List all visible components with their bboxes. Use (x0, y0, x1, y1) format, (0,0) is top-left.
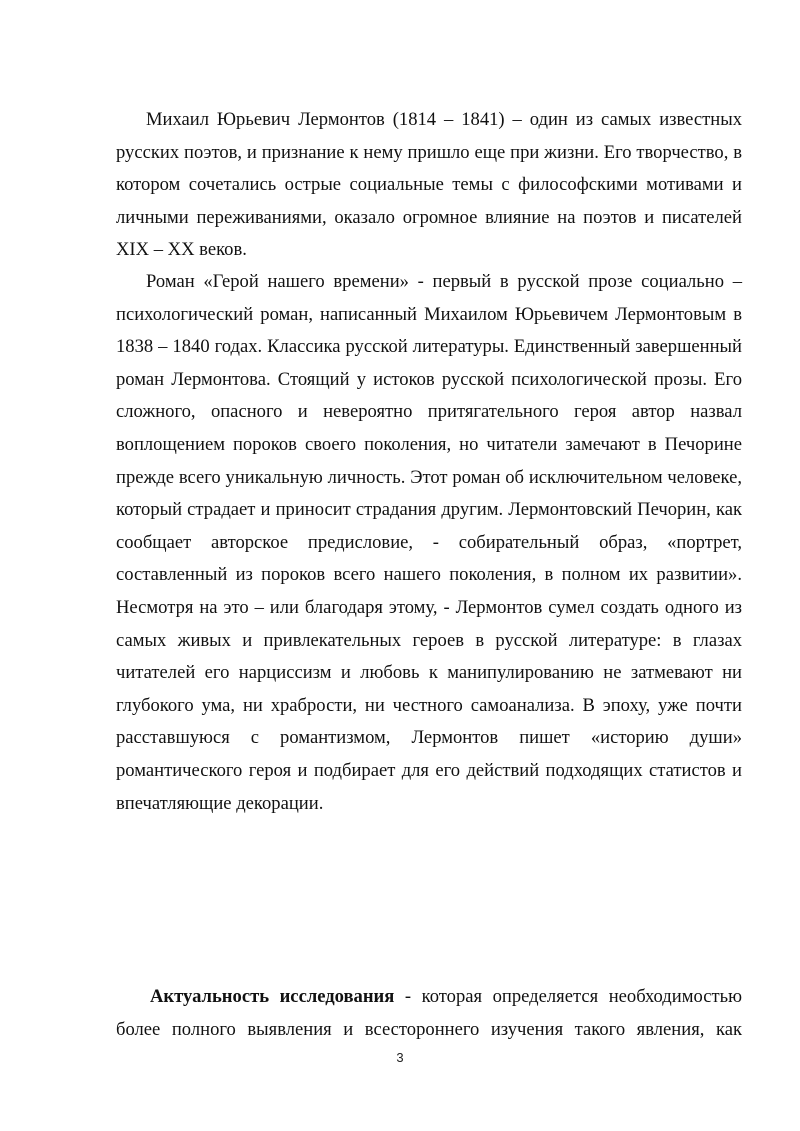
page-number: 3 (396, 1050, 404, 1065)
relevance-heading: Актуальность исследования (150, 986, 395, 1007)
text-line: расставшуюся с романтизмом, Лермонтов пишет «историю души» (116, 727, 742, 749)
text-line: который страдает и приносит страдания другим. Лермонтовский Печорин, как (116, 499, 742, 521)
text-line: XIX – XX веков. (116, 239, 247, 261)
text-line: сообщает авторское предисловие, - собирательный образ, «портрет, (116, 531, 742, 553)
text-line: впечатляющие декорации. (116, 792, 324, 814)
relevance-text: - которая определяется необходимостью (394, 986, 742, 1007)
text-line: составленный из пороков всего нашего поколения, в полном их развитии». (116, 564, 742, 586)
text-line: роман Лермонтова. Стоящий у истоков русской психологической прозы. Его (116, 368, 742, 390)
text-line: глубокого ума, ни храбрости, ни честного самоанализа. В эпоху, уже почти (116, 694, 742, 716)
text-line: психологический роман, написанный Михаилом Юрьевичем Лермонтовым в (116, 303, 742, 325)
text-line: 1838 – 1840 годах. Классика русской литературы. Единственный завершенный (116, 336, 742, 358)
text-line: Роман «Герой нашего времени» - первый в русской прозе социально – (146, 271, 742, 292)
text-line: более полного выявления и всестороннего изучения такого явления, как (116, 1018, 742, 1040)
text-line: романтического героя и подбирает для его действий подходящих статистов и (116, 759, 742, 781)
text-line: читателей его нарциссизм и любовь к манипулированию не затмевают ни (116, 662, 742, 684)
paragraph-hero-of-our-time (116, 266, 742, 820)
paragraph-relevance (116, 981, 742, 1046)
paragraph-lermontov-intro (116, 104, 742, 267)
text-line (116, 981, 742, 1014)
text-line: котором сочетались острые социальные темы с философскими мотивами и (116, 174, 742, 196)
text-line: воплощением пороков своего поколения, но читатели замечают в Печорине (116, 433, 742, 455)
text-line: личными переживаниями, оказало огромное влияние на поэтов и писателей (116, 206, 742, 228)
text-line: самых живых и привлекательных героев в русской литературе: в глазах (116, 629, 742, 651)
text-line: русских поэтов, и признание к нему пришло еще при жизни. Его творчество, в (116, 141, 742, 163)
text-line: Несмотря на это – или благодаря этому, - Лермонтов сумел создать одного из (116, 596, 742, 618)
text-line: сложного, опасного и невероятно притягательного героя автор назвал (116, 401, 742, 423)
text-line: Михаил Юрьевич Лермонтов (1814 – 1841) – один из самых известных (146, 109, 742, 130)
text-line: прежде всего уникальную личность. Этот роман об исключительном человеке, (116, 466, 742, 488)
